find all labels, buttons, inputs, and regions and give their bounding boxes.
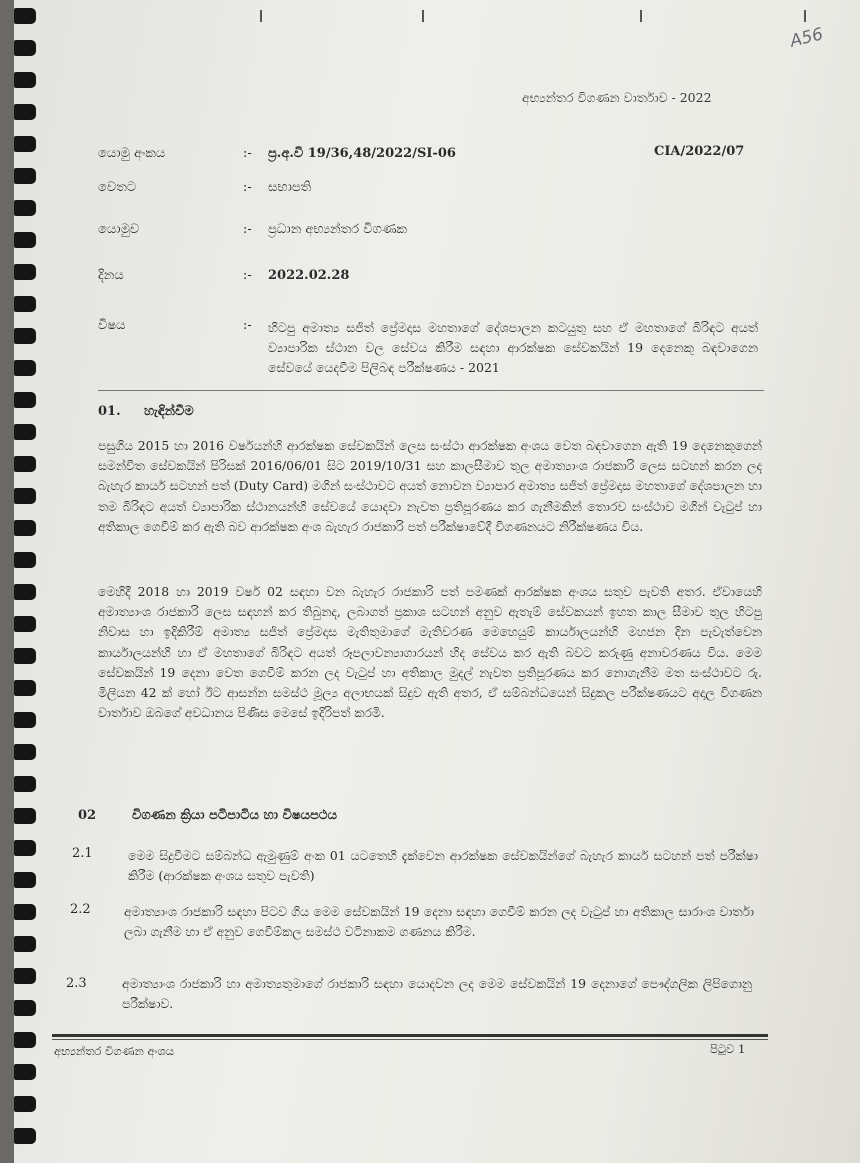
spiral-binding bbox=[14, 0, 40, 1163]
punch-mark bbox=[640, 10, 642, 22]
document-page bbox=[14, 0, 860, 1163]
footer-divider bbox=[52, 1034, 768, 1037]
meta-value: ප්‍රධාන අභ්‍යන්තර විගණක bbox=[268, 222, 407, 237]
footer-page-number: පිටුව 1 bbox=[710, 1042, 746, 1056]
item-text: අමාත්‍යාංශ රාජකාරි සඳහා පිටව ගිය මෙම සේවකයින් 19 දෙනා සඳහා ගෙවීම් කරන ලද වැටුප් හා අතිකාල සාරාංශ වාර්තා ලබා ගැනීම හා ඒ අනුව ගෙවීම්කල සමස්ථ වටිනාකම ගණනය කිරීම. bbox=[124, 904, 754, 939]
punch-mark bbox=[804, 10, 806, 22]
item-text: මෙම සිදුවීමට සම්බන්ධ ඇමුණුම් අංක 01 යටතෙහි දැක්වෙන ආරක්ෂක සේවකයින්ගේ බැහැර කාර්ය සටහන් පත් පරීක්ෂා කිරීම (ආරක්ෂක අංශය සතුව පැවති) bbox=[128, 848, 758, 883]
report-title: අභ්‍යන්තර විගණන වාර්තාව - 2022 bbox=[522, 90, 712, 105]
punch-mark bbox=[260, 10, 262, 22]
item-text: අමාත්‍යාංශ රාජකාරි හා අමාත්‍යතුමාගේ රාජකාරි සඳහා යොදවන ලද මෙම සේවකයින් 19 දෙනාගේ පෞද්ගලික ලිපිගොනු පරීක්ෂාව. bbox=[122, 976, 752, 1011]
meta-key: විෂය bbox=[98, 318, 126, 333]
punch-mark bbox=[422, 10, 424, 22]
reference-code: CIA/2022/07 bbox=[654, 144, 745, 159]
meta-separator: :- bbox=[243, 222, 252, 237]
meta-key: දිනය bbox=[98, 268, 124, 283]
paragraph: පසුගිය 2015 හා 2016 වර්ෂයන්හි ආරක්ෂක සේවකයින් ලෙස සංස්ථා ආරක්ෂක අංශය වෙත බඳවාගෙන ඇති 19 දෙනෙකුගෙන් සමන්විත සේවකයින් පිරිසක් 2016/06/01 සිට 2019/10/31 සහ කාලසීමාව තුල අමාත්‍යාංශ රාජකාරි ලෙස සටහන් කරන ලද බැහැර කාර්ය සටහන් පත් (Duty Card) මගින් සංස්ථාවට අයත් නොවන ව්‍යාපාර අමාත්‍ය සජිත් ප්‍රේමදාස මහතාගේ දේශපාලන හා තම බිරිඳට අයත් ව්‍යාපාරික ස්ථානයන්හි සේවයේ යොදවා නැවත ප්‍රතිපූරණය කර ගැනීමකින් තොරව සංස්ථාව මගින් වැටුප් හා අතිකාල ගෙවීම් කර ඇති බව ආරක්ෂක අංශ බැහැර රාජකාරි පත් පරීක්ෂාවේදී විගණනයට නිරීක්ෂණය විය. bbox=[98, 438, 762, 534]
section-number: 02 bbox=[78, 808, 97, 823]
meta-separator: :- bbox=[243, 268, 252, 283]
meta-key: වෙතට bbox=[98, 180, 137, 195]
meta-separator: :- bbox=[243, 146, 252, 161]
meta-value: 2022.02.28 bbox=[268, 268, 350, 283]
section-title: විගණන ක්‍රියා පටිපාටිය හා විෂයපථය bbox=[132, 808, 337, 823]
footer-department: අභ්‍යන්තර විගණන අංශය bbox=[54, 1044, 175, 1058]
subject-text: හිටපු අමාත්‍ය සජිත් ප්‍රේමදාස මහතාගේ දේශපාලන කටයුතු සහ ඒ මහතාගේ බිරිඳට අයත් ව්‍යාපාරික ස්ථාන වල සේවය කිරීම සඳහා ආරක්ෂක සේවකයින් 19 දෙනෙකු බඳවාගෙන සේවයේ යෙදවීම පිලිබඳ පරීක්ෂණය - 2021 bbox=[268, 320, 758, 375]
meta-key: යොමු අංකය bbox=[98, 146, 166, 161]
meta-separator: :- bbox=[243, 318, 252, 333]
item-number: 2.2 bbox=[70, 902, 91, 917]
header-divider bbox=[98, 390, 764, 391]
handwritten-page-mark: A56 bbox=[788, 24, 826, 52]
meta-value: ප්‍ර.අ.වි 19/36,48/2022/SI-06 bbox=[268, 146, 456, 161]
meta-separator: :- bbox=[243, 180, 252, 195]
meta-value: සභාපති bbox=[268, 180, 312, 195]
item-number: 2.3 bbox=[66, 976, 87, 991]
paragraph: මෙහිදී 2018 හා 2019 වර්ෂ 02 සඳහා වන බැහැර රාජකාරි පත් පමණක් ආරක්ෂක අංශය සතුව පැවති අතර. ඒවායෙහි අමාත්‍යාංශ රාජකාරි ලෙස සඳහන් කර තිබුනද, ලබාගත් ප්‍රකාශ සටහන් අනුව ඇතැම් සේවකයන් ඉහත කාල සීමාව තුල හිටපු නිවාස හා ඉදිකිරීම් අමාත්‍ය සජිත් ප්‍රේමදාස මැතිතුමාගේ මැතිවරණ මෙහෙයුම් කාර්යාලයන්හි මහජන දින පැවැත්වෙන කාර්යාලයන්හි හා ඒ මහතාගේ බිරිඳට අයත් රූපලාවන්‍යාගාරයන් හිද සේවය කර ඇති බවට කරුණු අනාවරණය විය. මෙම සේවකයින් 19 දෙනා වෙත ගෙවීම් කරන ලද වැටුප් හා අතිකාල මුදල් නැවත ප්‍රතිපූරණය කර නොගැනීම මත සංස්ථාවට රු. මිලියන 42 ක් හෝ ඊට ආසන්න සමස්ථ මූල්‍ය අලාභයක් සිදුව ඇති අතර, ඒ සම්බන්ධයෙන් සිදුකල පරීක්ෂණයට අදාල විගණන වාර්තාව ඔබගේ අවධානය පිණිස මෙසේ ඉදිරිපත් කරමි. bbox=[98, 584, 762, 721]
section-number: 01. bbox=[98, 404, 121, 419]
section-title: හැඳින්වීම bbox=[144, 404, 194, 419]
item-number: 2.1 bbox=[72, 846, 93, 861]
footer-divider bbox=[52, 1039, 768, 1040]
meta-key: යොමුව bbox=[98, 222, 140, 237]
